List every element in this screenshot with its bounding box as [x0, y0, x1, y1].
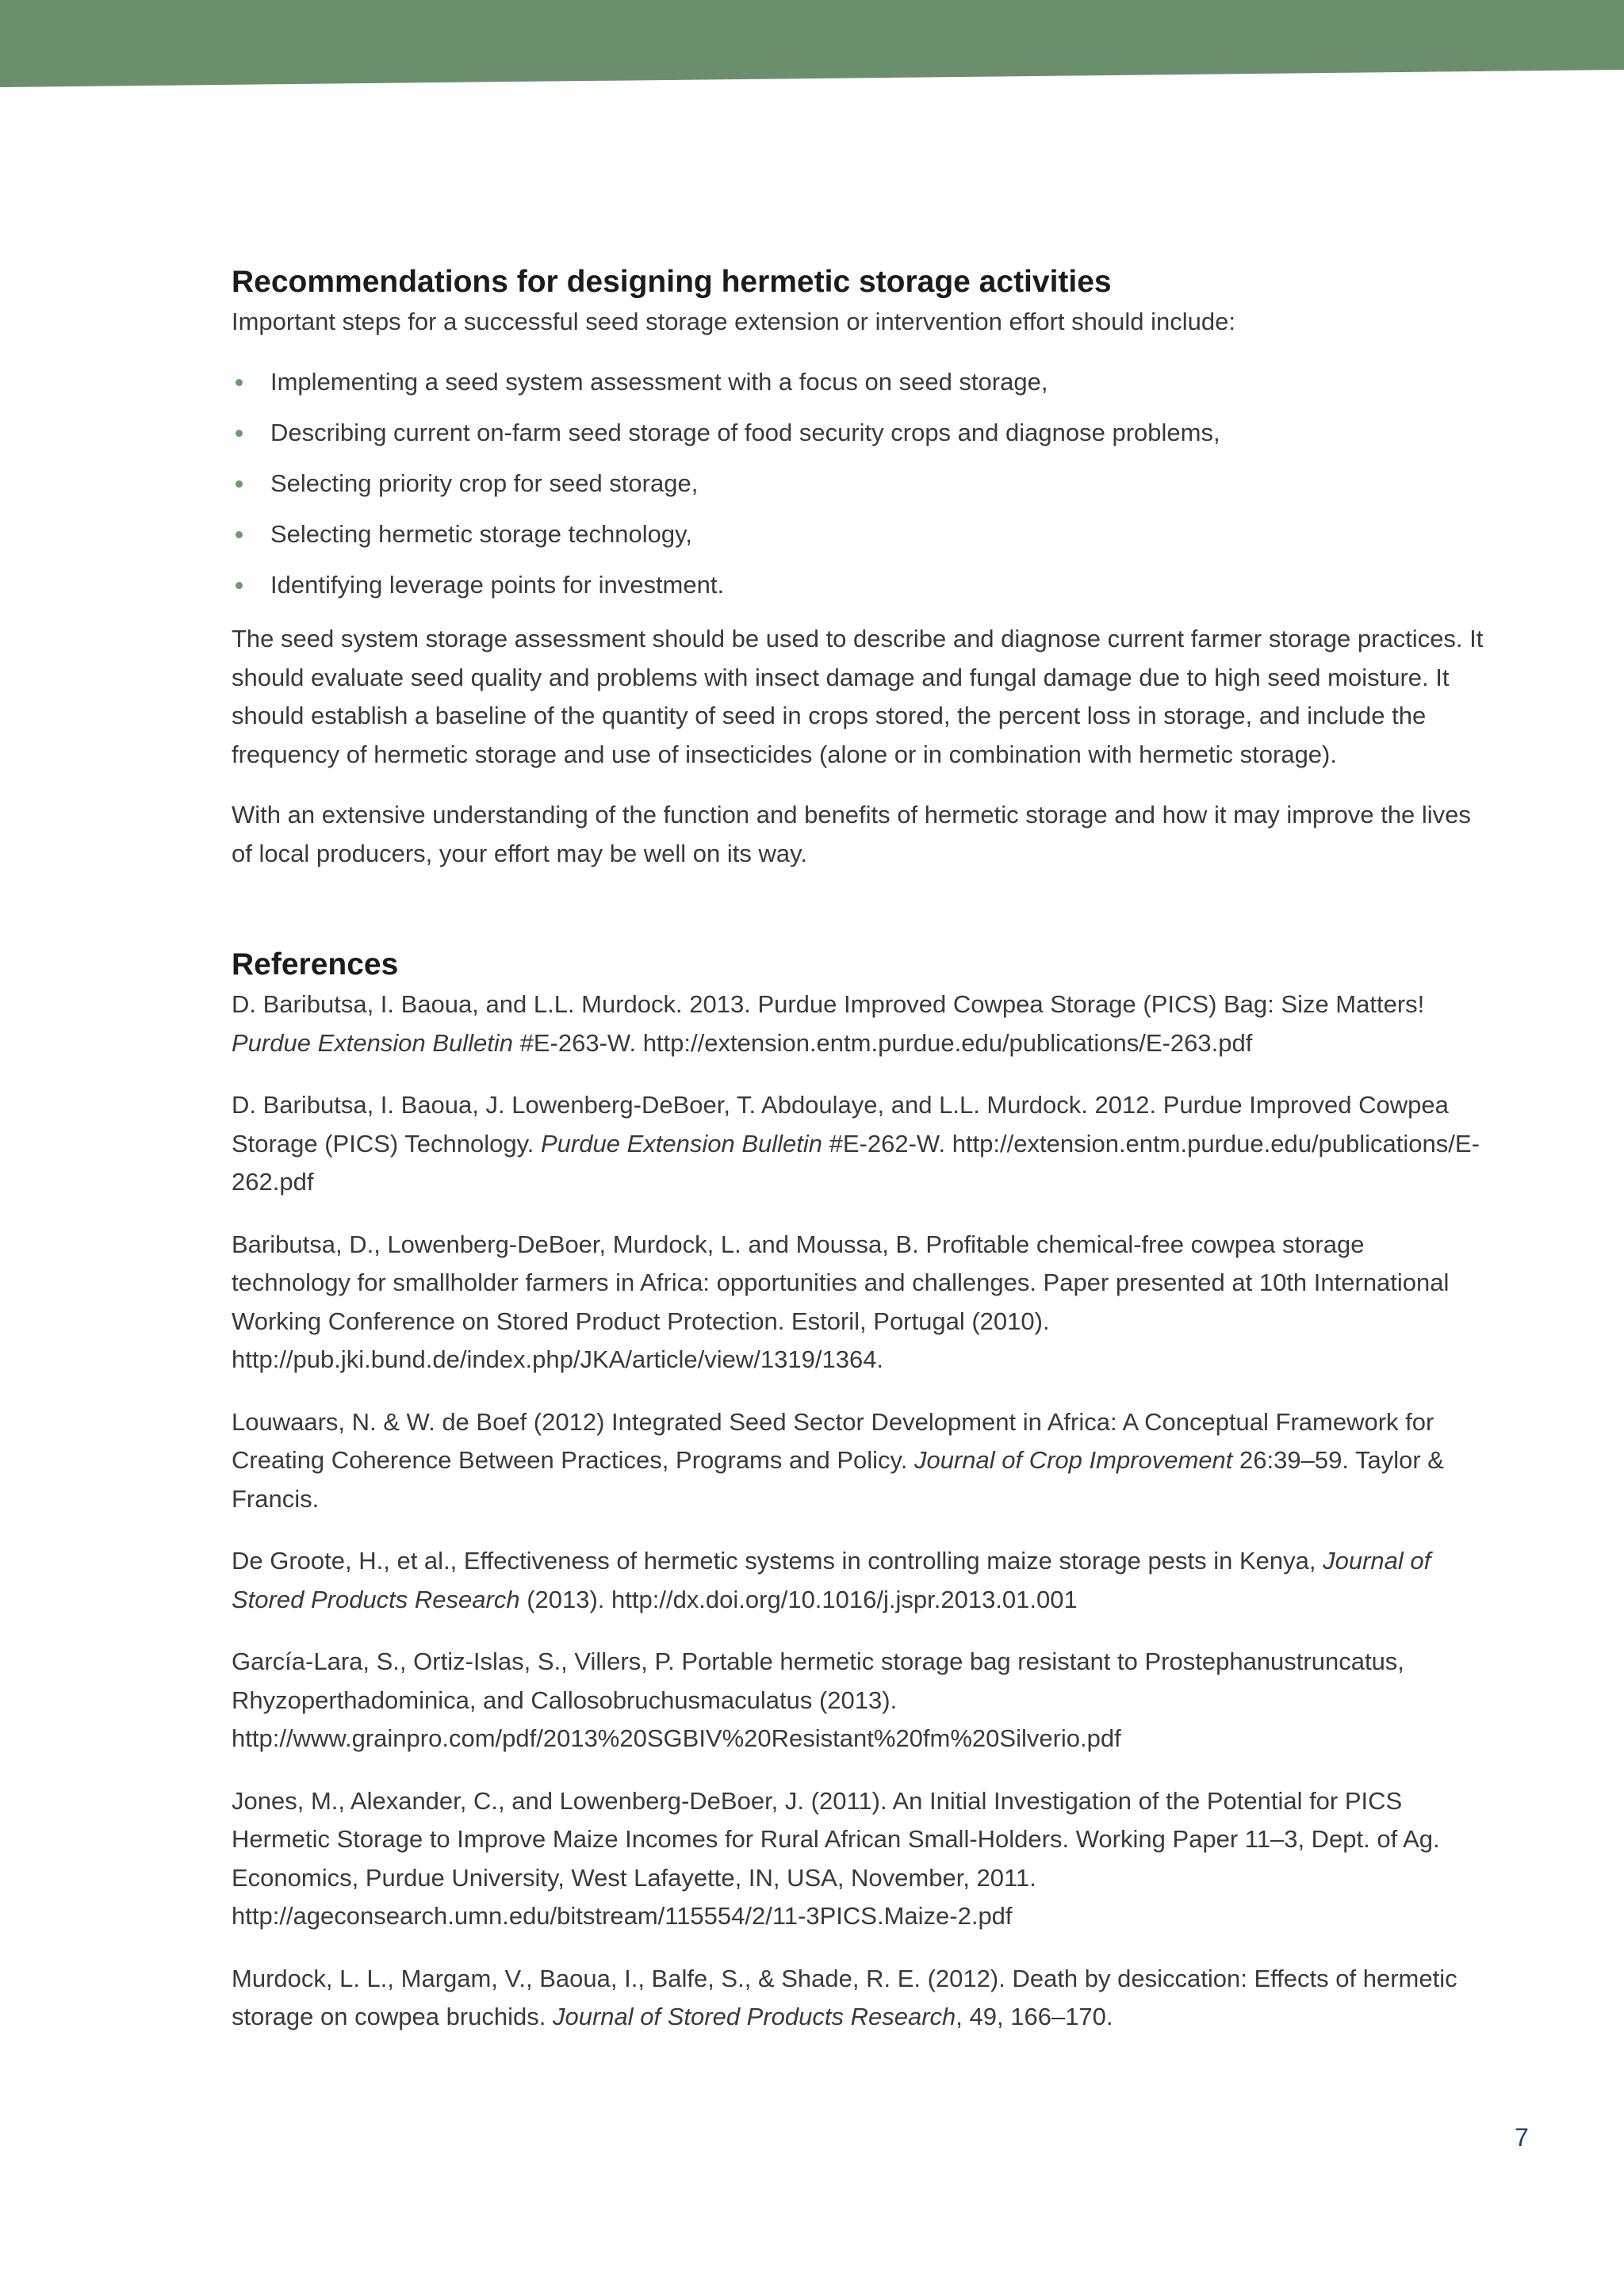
reference-item: Jones, M., Alexander, C., and Lowenberg-DeBoer, J. (2011). An Initial Investigation of the Potential for PICS Hermetic Storage to Improve Maize Incomes for Rural African Small-Holders. Working Paper 11–3, Dept. of Ag. Economics, Purdue University, West Lafayette, IN, USA, November, 2011. http://ageconsearch.umn.edu/bitstream/115554/2/11-3PICS.Maize-2.pdf [232, 1786, 1440, 1930]
bullet-icon [236, 430, 243, 437]
page-number: 7 [1515, 2123, 1529, 2152]
list-item [232, 509, 1484, 560]
list-item [232, 408, 1484, 458]
closing-paragraph: With an extensive understanding of the function and benefits of hermetic storage and how it may improve the lives of local producers, your effort may be well on its way. [232, 801, 1471, 867]
list-item-text: Identifying leverage points for investment. [270, 571, 725, 599]
list-item [232, 560, 1484, 610]
list-item [232, 357, 1484, 408]
references-heading: References [232, 947, 399, 982]
recommendations-intro: Important steps for a successful seed storage extension or intervention effort should include: [232, 308, 1235, 335]
list-item-text: Selecting hermetic storage technology, [270, 520, 692, 548]
bullet-icon [236, 531, 243, 538]
list-item-text: Selecting priority crop for seed storage, [270, 469, 699, 497]
header-band [0, 0, 1624, 89]
bullet-icon [236, 379, 243, 386]
reference-item: De Groote, H., et al., Effectiveness of hermetic systems in controlling maize storage pests in Kenya, Journal of Stored Products Research (2013). http://dx.doi.org/10.1016/j.jspr.2013.01.001 [232, 1547, 1431, 1613]
references-list [232, 985, 1484, 2037]
recommendations-heading: Recommendations for designing hermetic storage activities [232, 265, 1112, 299]
reference-item: García-Lara, S., Ortiz-Islas, S., Villers, P. Portable hermetic storage bag resistant to Prostephanustruncatus, Rhyzoperthadominica, and Callosobruchusmaculatus (2013). http://www.grainpro.com/pdf/2013%20SGBIV%20Resistant%20fm%20Silverio.pdf [232, 1647, 1404, 1752]
recommendations-list [232, 357, 1484, 610]
reference-item: Baributsa, D., Lowenberg-DeBoer, Murdock, L. and Moussa, B. Profitable chemical-free cowpea storage technology for smallholder farmers in Africa: opportunities and challenges. Paper presented at 10th International Working Conference on Stored Product Protection. Estoril, Portugal (2010). http://pub.jki.bund.de/index.php/JKA/article/view/1319/1364. [232, 1230, 1450, 1373]
list-item [232, 458, 1484, 509]
reference-item: Louwaars, N. & W. de Boef (2012) Integrated Seed Sector Development in Africa: A Conceptual Framework for Creating Coherence Between Practices, Programs and Policy. Journal of Crop Improvement 26:39–59. Taylor & Francis. [232, 1407, 1444, 1513]
assessment-paragraph: The seed system storage assessment should be used to describe and diagnose current farmer storage practices. It should evaluate seed quality and problems with insect damage and fungal damage due to high seed moisture. It should establish a baseline of the quantity of seed in crops stored, the percent loss in storage, and include the frequency of hermetic storage and use of insecticides (alone or in combination with hermetic storage). [232, 625, 1484, 768]
reference-item: D. Baributsa, I. Baoua, J. Lowenberg-DeBoer, T. Abdoulaye, and L.L. Murdock. 2012. Purdue Improved Cowpea Storage (PICS) Technology. Purdue Extension Bulletin #E-262-W. http://extension.entm.purdue.edu/publications/E-262.pdf [232, 1091, 1480, 1196]
reference-item: Murdock, L. L., Margam, V., Baoua, I., Balfe, S., & Shade, R. E. (2012). Death by desiccation: Effects of hermetic storage on cowpea bruchids. Journal of Stored Products Research, 49, 166–170. [232, 1964, 1457, 2030]
bullet-icon [236, 480, 243, 488]
list-item-text: Implementing a seed system assessment with a focus on seed storage, [270, 368, 1048, 396]
page-content [232, 262, 1484, 2061]
reference-item: D. Baributsa, I. Baoua, and L.L. Murdock. 2013. Purdue Improved Cowpea Storage (PICS) Bag: Size Matters! Purdue Extension Bulletin #E-263-W. http://extension.entm.purdue.edu/publications/E-263.pdf [232, 990, 1425, 1057]
bullet-icon [236, 582, 243, 589]
list-item-text: Describing current on-farm seed storage of food security crops and diagnose problems, [270, 419, 1220, 446]
